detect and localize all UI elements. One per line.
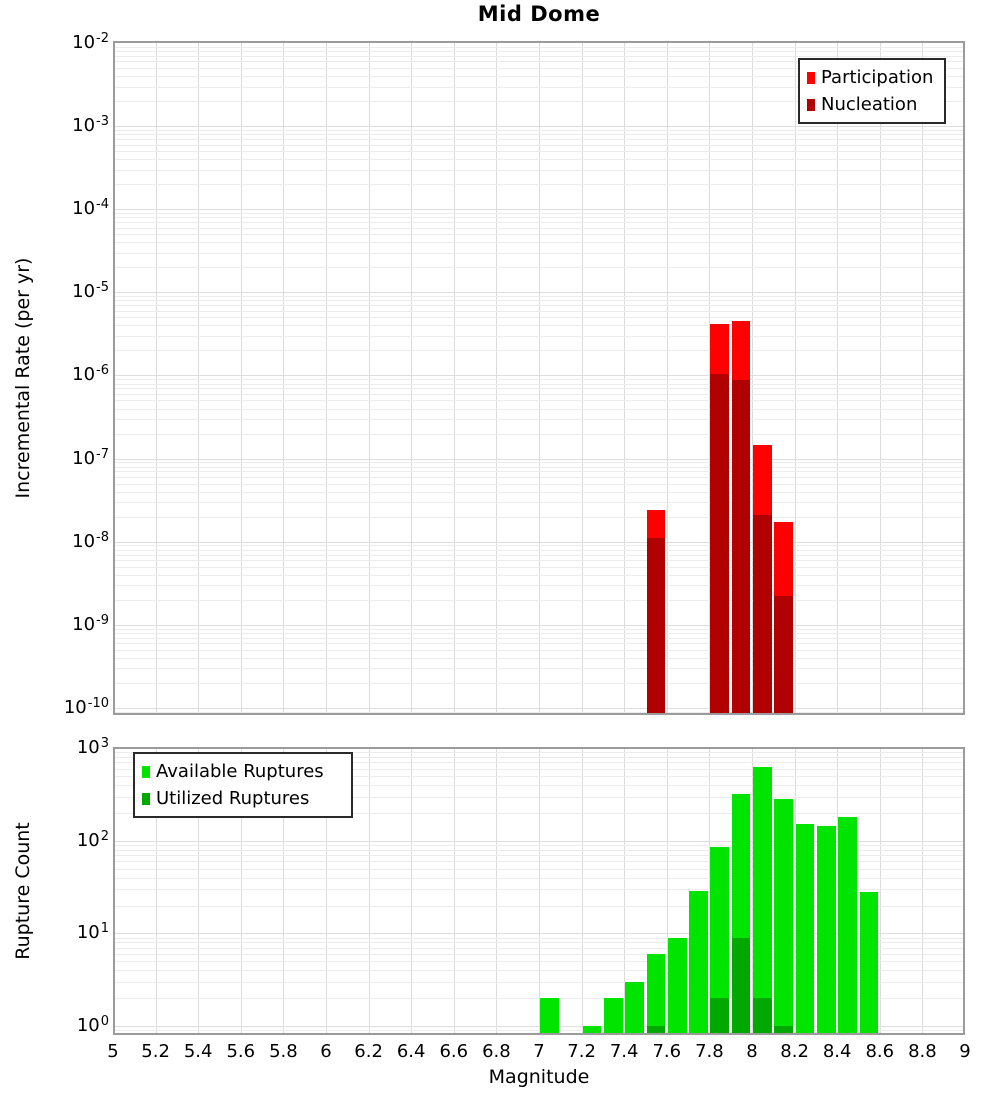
gridline-minor: [115, 545, 963, 546]
bar-available-ruptures: [753, 767, 772, 1033]
gridline-vertical: [411, 747, 412, 1035]
gridline-vertical: [198, 41, 199, 715]
gridline-minor: [115, 419, 963, 420]
bar-available-ruptures: [604, 998, 623, 1033]
bar-nucleation: [753, 515, 772, 713]
gridline-minor: [115, 145, 963, 146]
y-tick-label: $10^3$: [76, 736, 109, 758]
legend-label-participation: Participation: [821, 67, 934, 88]
gridline-minor: [115, 845, 963, 846]
x-tick-label: 6.6: [439, 1041, 469, 1062]
legend-item-nucleation: [807, 91, 936, 118]
bar-available-ruptures: [540, 998, 559, 1033]
gridline-minor: [115, 434, 963, 435]
gridline-vertical: [539, 747, 540, 1035]
bar-utilized-ruptures: [710, 998, 729, 1033]
gridline-vertical: [837, 41, 838, 715]
gridline-major: [115, 708, 963, 709]
x-tick-label: 6.4: [396, 1041, 426, 1062]
chart-title: Mid Dome: [477, 2, 601, 26]
utilized-ruptures-swatch-icon: [142, 793, 150, 805]
gridline-minor: [115, 350, 963, 351]
bar-utilized-ruptures: [732, 938, 751, 1033]
gridline-minor: [115, 575, 963, 576]
bar-available-ruptures: [583, 1026, 602, 1033]
y-tick-label: $10^2$: [76, 828, 109, 851]
bar-available-ruptures: [689, 891, 708, 1034]
bar-available-ruptures: [668, 938, 687, 1033]
gridline-minor: [115, 56, 963, 57]
bar-available-ruptures: [625, 982, 644, 1033]
gridline-vertical: [283, 41, 284, 715]
top-y-axis-label: Incremental Rate (per yr): [12, 257, 34, 499]
gridline-minor: [115, 253, 963, 254]
gridline-vertical: [496, 41, 497, 715]
gridline-vertical: [539, 41, 540, 715]
gridline-minor: [115, 388, 963, 389]
gridline-minor: [115, 567, 963, 568]
gridline-vertical: [922, 41, 923, 715]
gridline-minor: [115, 502, 963, 503]
gridline-minor: [115, 300, 963, 301]
gridline-minor: [115, 492, 963, 493]
gridline-minor: [115, 217, 963, 218]
bar-available-ruptures: [774, 799, 793, 1033]
gridline-vertical: [667, 41, 668, 715]
gridline-minor: [115, 668, 963, 669]
y-tick-label: $10^{-7}$: [72, 446, 109, 469]
gridline-minor: [115, 400, 963, 401]
y-tick-label: $10^{-2}$: [72, 31, 109, 53]
gridline-minor: [115, 1030, 963, 1031]
gridline-minor: [115, 948, 963, 949]
x-tick-label: 9: [959, 1041, 971, 1062]
gridline-minor: [115, 600, 963, 601]
gridline-minor: [115, 325, 963, 326]
x-tick-label: 5.8: [269, 1041, 298, 1062]
gridline-major: [115, 1026, 963, 1027]
x-tick-label: 8.2: [780, 1041, 809, 1062]
gridline-minor: [115, 878, 963, 879]
bottom-y-axis-label: Rupture Count: [12, 822, 34, 960]
gridline-minor: [115, 906, 963, 907]
gridline-vertical: [241, 41, 242, 715]
gridline-minor: [115, 384, 963, 385]
y-tick-label: $10^{-8}$: [72, 529, 109, 552]
gridline-major: [115, 841, 963, 842]
x-axis-label: Magnitude: [488, 1066, 590, 1088]
gridline-minor: [115, 650, 963, 651]
gridline-minor: [115, 242, 963, 243]
gridline-minor: [115, 409, 963, 410]
x-tick-label: 8: [746, 1041, 758, 1062]
bar-available-ruptures: [838, 817, 857, 1033]
gridline-major: [115, 126, 963, 127]
y-tick-label: $10^0$: [76, 1014, 109, 1037]
legend-bottom: [133, 752, 353, 818]
gridline-major: [115, 209, 963, 210]
y-tick-label: $10^{-10}$: [63, 695, 109, 718]
gridline-vertical: [880, 747, 881, 1035]
gridline-minor: [115, 998, 963, 999]
gridline-minor: [115, 267, 963, 268]
bar-nucleation: [774, 596, 793, 713]
gridline-vertical: [326, 41, 327, 715]
gridline-vertical: [369, 41, 370, 715]
bar-nucleation: [710, 374, 729, 713]
gridline-vertical: [795, 41, 796, 715]
bar-available-ruptures: [647, 954, 666, 1033]
gridline-minor: [115, 134, 963, 135]
gridline-minor: [115, 317, 963, 318]
gridline-minor: [115, 151, 963, 152]
x-tick-label: 5.2: [141, 1041, 170, 1062]
y-tick-label: $10^1$: [76, 921, 109, 944]
gridline-minor: [115, 462, 963, 463]
gridline-minor: [115, 184, 963, 185]
gridline-minor: [115, 379, 963, 380]
x-tick-label: 5: [107, 1041, 119, 1062]
nucleation-swatch-icon: [807, 99, 815, 111]
gridline-minor: [115, 970, 963, 971]
bar-utilized-ruptures: [753, 998, 772, 1033]
legend-top: [798, 58, 946, 124]
gridline-vertical: [922, 747, 923, 1035]
bar-available-ruptures: [796, 824, 815, 1033]
gridline-minor: [115, 51, 963, 52]
gridline-minor: [115, 961, 963, 962]
gridline-minor: [115, 467, 963, 468]
y-tick-label: $10^{-9}$: [72, 612, 109, 635]
gridline-minor: [115, 889, 963, 890]
gridline-minor: [115, 683, 963, 684]
gridline-minor: [115, 938, 963, 939]
gridline-minor: [115, 550, 963, 551]
gridline-vertical: [369, 747, 370, 1035]
bar-available-ruptures: [860, 892, 879, 1033]
gridline-minor: [115, 633, 963, 634]
gridline-minor: [115, 982, 963, 983]
legend-item-available-ruptures: [142, 758, 343, 785]
gridline-vertical: [496, 747, 497, 1035]
x-tick-label: 5.6: [226, 1041, 256, 1062]
y-tick-label: $10^{-3}$: [72, 114, 109, 137]
y-tick-label: $10^{-6}$: [72, 363, 109, 386]
x-tick-label: 6: [320, 1041, 332, 1062]
gridline-minor: [115, 658, 963, 659]
y-tick-label: $10^{-5}$: [72, 280, 109, 303]
bar-utilized-ruptures: [774, 1026, 793, 1033]
gridline-minor: [115, 850, 963, 851]
x-tick-label: 5.4: [183, 1041, 213, 1062]
x-tick-label: 7.6: [652, 1041, 682, 1062]
y-tick-label: $10^{-4}$: [72, 197, 109, 220]
bar-nucleation: [647, 538, 666, 713]
gridline-vertical: [454, 41, 455, 715]
x-tick-label: 8.4: [822, 1041, 852, 1062]
available-ruptures-swatch-icon: [142, 766, 150, 778]
gridline-vertical: [582, 41, 583, 715]
gridline-minor: [115, 643, 963, 644]
participation-swatch-icon: [807, 72, 815, 84]
gridline-minor: [115, 942, 963, 943]
gridline-minor: [115, 869, 963, 870]
gridline-minor: [115, 560, 963, 561]
gridline-minor: [115, 234, 963, 235]
gridline-minor: [115, 159, 963, 160]
gridline-major: [115, 542, 963, 543]
gridline-minor: [115, 394, 963, 395]
gridline-minor: [115, 477, 963, 478]
gridline-minor: [115, 305, 963, 306]
gridline-minor: [115, 336, 963, 337]
bar-nucleation: [732, 380, 751, 713]
gridline-minor: [115, 296, 963, 297]
gridline-minor: [115, 228, 963, 229]
gridline-vertical: [624, 41, 625, 715]
gridline-minor: [115, 629, 963, 630]
gridline-major: [115, 375, 963, 376]
gridline-minor: [115, 471, 963, 472]
gridline-minor: [115, 213, 963, 214]
gridline-minor: [115, 855, 963, 856]
gridline-minor: [115, 311, 963, 312]
gridline-minor: [115, 638, 963, 639]
gridline-vertical: [880, 41, 881, 715]
gridline-vertical: [156, 41, 157, 715]
x-tick-label: 6.8: [482, 1041, 511, 1062]
gridline-major: [115, 292, 963, 293]
legend-label-available-ruptures: Available Ruptures: [156, 761, 324, 782]
x-tick-label: 7: [533, 1041, 545, 1062]
gridline-major: [115, 459, 963, 460]
legend-label-utilized-ruptures: Utilized Ruptures: [156, 788, 310, 809]
gridline-minor: [115, 954, 963, 955]
legend-label-nucleation: Nucleation: [821, 94, 918, 115]
gridline-minor: [115, 222, 963, 223]
gridline-minor: [115, 170, 963, 171]
gridline-minor: [115, 517, 963, 518]
gridline-vertical: [454, 747, 455, 1035]
gridline-minor: [115, 47, 963, 48]
x-tick-label: 7.2: [567, 1041, 596, 1062]
x-tick-label: 6.2: [354, 1041, 383, 1062]
bar-utilized-ruptures: [647, 1026, 666, 1033]
legend-item-utilized-ruptures: [142, 785, 343, 812]
gridline-vertical: [411, 41, 412, 715]
gridline-minor: [115, 712, 963, 713]
x-tick-label: 7.8: [695, 1041, 724, 1062]
x-tick-label: 8.8: [908, 1041, 937, 1062]
x-tick-label: 7.4: [609, 1041, 639, 1062]
legend-item-participation: [807, 64, 936, 91]
gridline-minor: [115, 139, 963, 140]
gridline-minor: [115, 585, 963, 586]
gridline-minor: [115, 484, 963, 485]
gridline-minor: [115, 130, 963, 131]
gridline-minor: [115, 861, 963, 862]
gridline-major: [115, 625, 963, 626]
gridline-vertical: [582, 747, 583, 1035]
gridline-major: [115, 933, 963, 934]
x-tick-label: 8.6: [865, 1041, 895, 1062]
bar-available-ruptures: [817, 826, 836, 1033]
gridline-minor: [115, 555, 963, 556]
